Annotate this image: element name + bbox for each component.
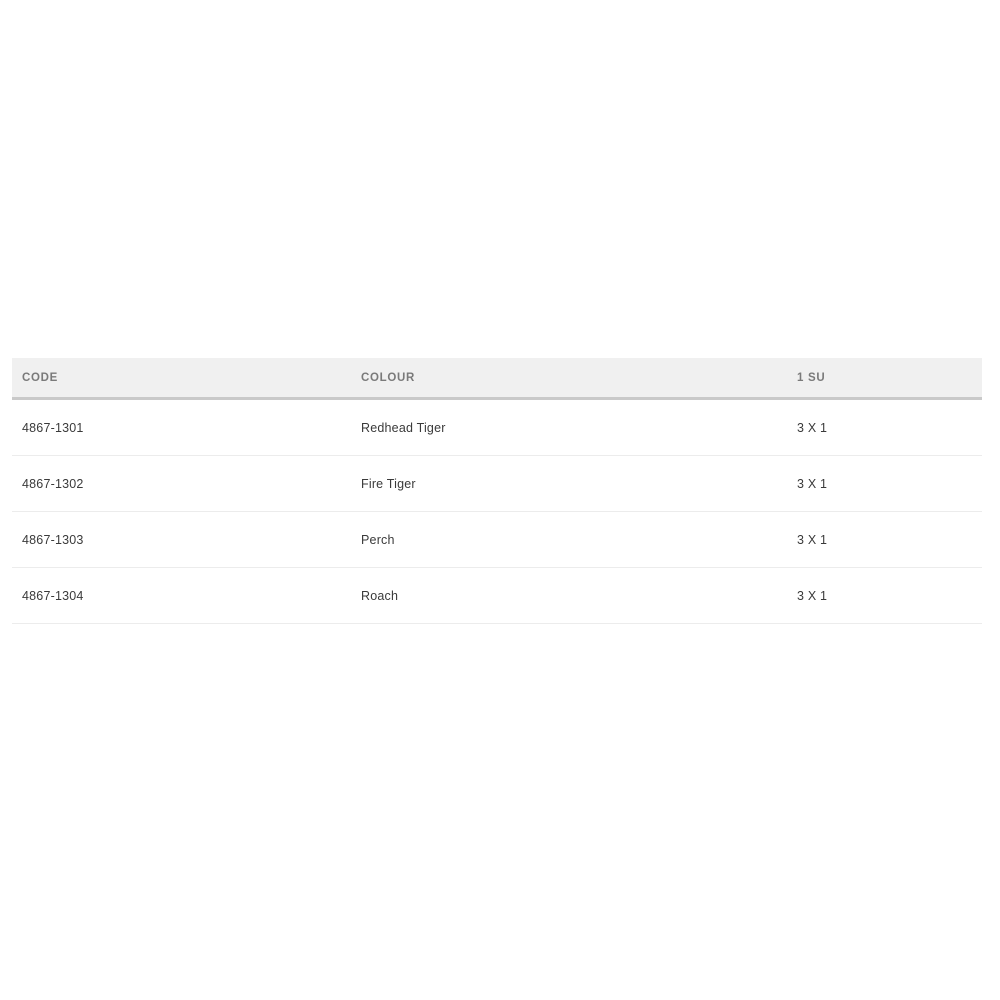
table-row bbox=[12, 399, 982, 456]
cell-colour: Fire Tiger bbox=[360, 456, 796, 512]
table-header bbox=[12, 358, 982, 399]
table-row bbox=[12, 568, 982, 624]
cell-colour: Perch bbox=[360, 512, 796, 568]
table-row bbox=[12, 456, 982, 512]
table-row bbox=[12, 512, 982, 568]
variants-table bbox=[12, 358, 982, 624]
cell-colour: Redhead Tiger bbox=[360, 399, 796, 456]
cell-su: 3 X 1 bbox=[796, 512, 982, 568]
column-header-colour: COLOUR bbox=[360, 358, 796, 399]
table-header-row bbox=[12, 358, 982, 399]
table-body bbox=[12, 399, 982, 624]
cell-colour: Roach bbox=[360, 568, 796, 624]
cell-code: 4867-1301 bbox=[12, 399, 360, 456]
column-header-code: CODE bbox=[12, 358, 360, 399]
cell-su: 3 X 1 bbox=[796, 456, 982, 512]
product-variants-table bbox=[12, 358, 970, 624]
cell-code: 4867-1302 bbox=[12, 456, 360, 512]
cell-su: 3 X 1 bbox=[796, 399, 982, 456]
cell-su: 3 X 1 bbox=[796, 568, 982, 624]
column-header-su: 1 SU bbox=[796, 358, 982, 399]
cell-code: 4867-1303 bbox=[12, 512, 360, 568]
cell-code: 4867-1304 bbox=[12, 568, 360, 624]
